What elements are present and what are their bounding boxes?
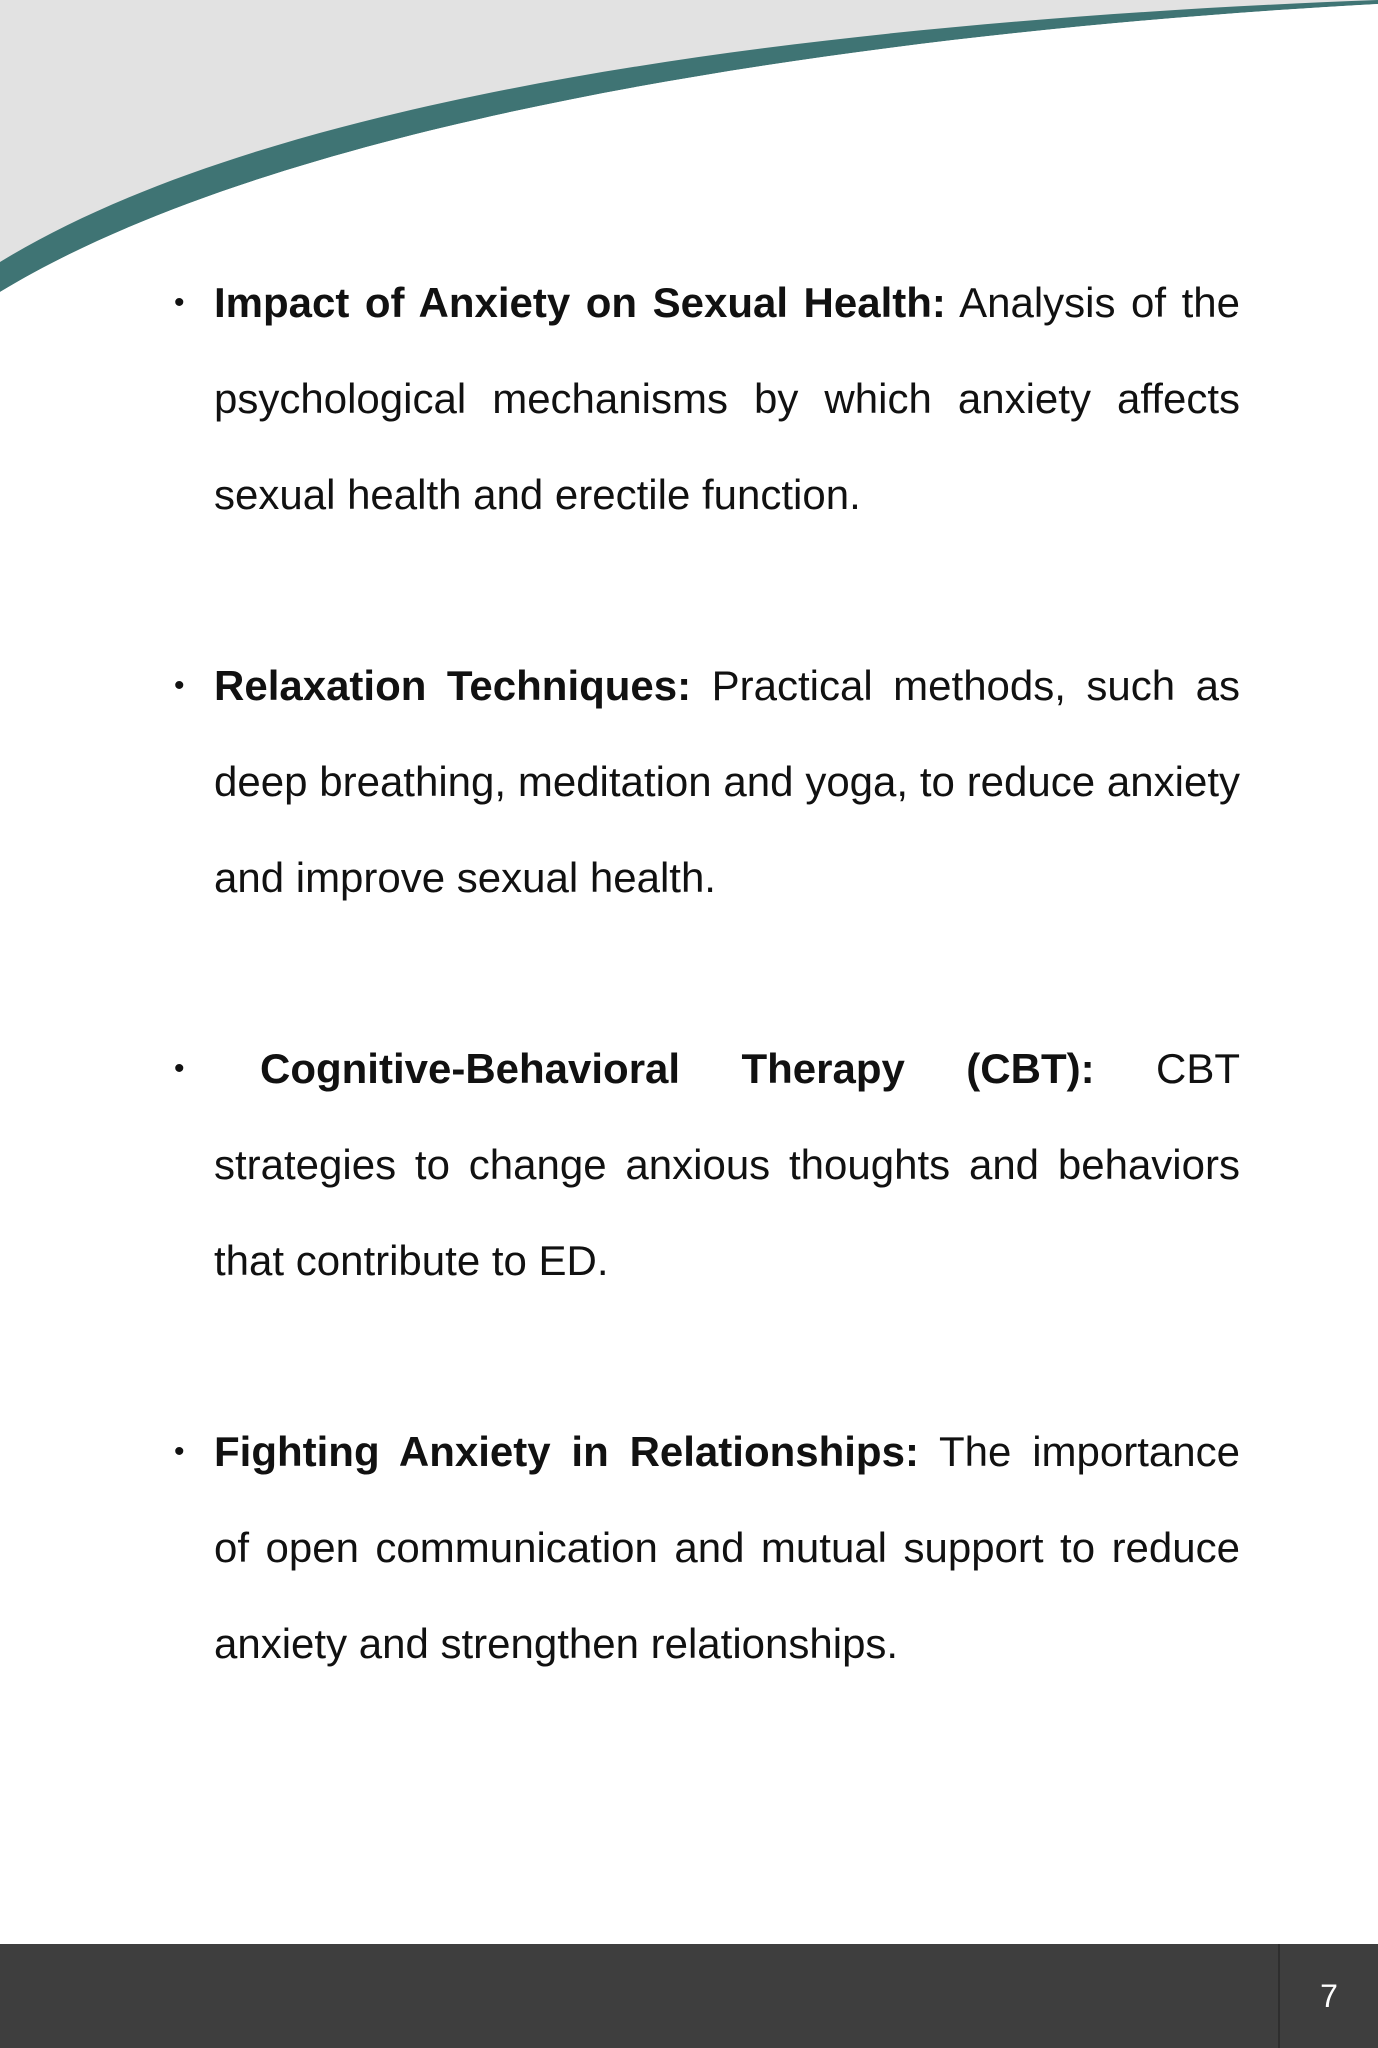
bullet-term: Relaxation Techniques:: [214, 662, 692, 709]
bullet-item-relationships: [170, 1404, 1240, 1692]
bullet-term: Impact of Anxiety on Sexual Health:: [214, 279, 946, 326]
bullet-item-anxiety-impact: [170, 255, 1240, 543]
bullet-item-cbt: [170, 1021, 1240, 1309]
bullet-item-relaxation: [170, 638, 1240, 926]
bullet-term: Fighting Anxiety in Relationships:: [214, 1428, 919, 1475]
bullet-list: [170, 255, 1240, 1692]
page-number: 7: [1320, 1978, 1338, 2014]
bullet-text: CBT strategies to change anxious thoughts and behaviors that contribute to ED.: [214, 1045, 1240, 1284]
page-content: [170, 255, 1240, 1787]
bullet-text: Analysis of the psychological mechanisms by which anxiety affects sexual health and erectile function.: [214, 279, 1240, 518]
bullet-text: The importance of open communication and mutual support to reduce anxiety and strengthen relationships.: [214, 1428, 1240, 1667]
bullet-term: Cognitive-Behavioral Therapy (CBT):: [260, 1045, 1095, 1092]
bullet-text: Practical methods, such as deep breathing, meditation and yoga, to reduce anxiety and improve sexual health.: [214, 662, 1240, 901]
page-footer: [0, 1944, 1378, 2048]
